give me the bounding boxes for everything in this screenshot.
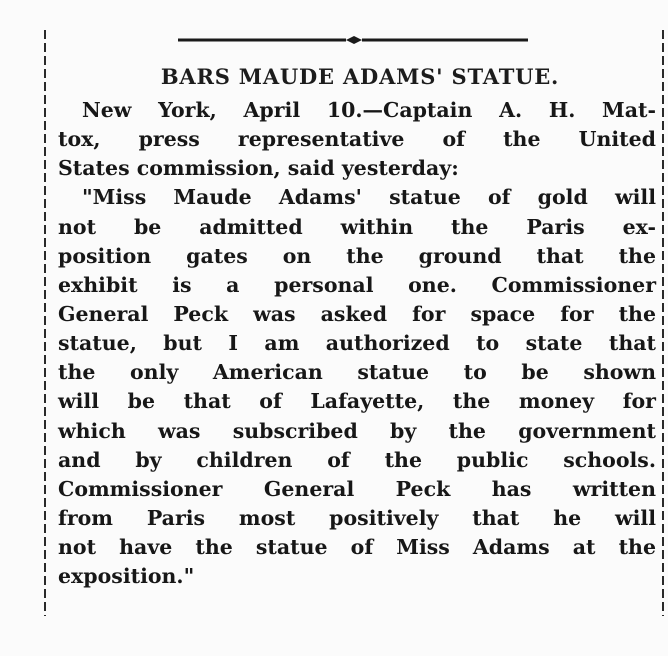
article-line: Commissioner General Peck has written [58, 476, 656, 501]
article-line: "Miss Maude Adams' statue of gold will [82, 185, 656, 210]
article-line: not be admitted within the Paris ex- [58, 214, 656, 239]
article-line: tox, press representative of the United [58, 127, 656, 152]
article-line: and by children of the public schools. [58, 447, 656, 472]
article-body [58, 96, 656, 591]
article-line: New York, April 10.—Captain A. H. Mat- [82, 98, 656, 122]
article-line: General Peck was asked for space for the [58, 301, 656, 326]
article-line: the only American statue to be shown [58, 360, 656, 385]
article-line: not have the statue of Miss Adams at the [58, 535, 656, 560]
ornament-diamond-icon [178, 36, 528, 44]
left-column-rule [44, 30, 46, 616]
article-line: will be that of Lafayette, the money for [58, 389, 656, 414]
article-line: States commission, said yesterday: [58, 156, 459, 181]
right-column-rule [662, 30, 664, 616]
article-line: which was subscribed by the government [58, 418, 656, 443]
article-line: statue, but I am authorized to state that [58, 331, 656, 356]
article-headline: BARS MAUDE ADAMS' STATUE. [160, 64, 560, 89]
article-line: from Paris most positively that he will [58, 505, 656, 530]
article-line: position gates on the ground that the [58, 243, 656, 268]
article-line: exhibit is a personal one. Commissioner [58, 272, 656, 297]
ornamental-divider [178, 36, 528, 44]
article-line: exposition." [58, 564, 195, 589]
